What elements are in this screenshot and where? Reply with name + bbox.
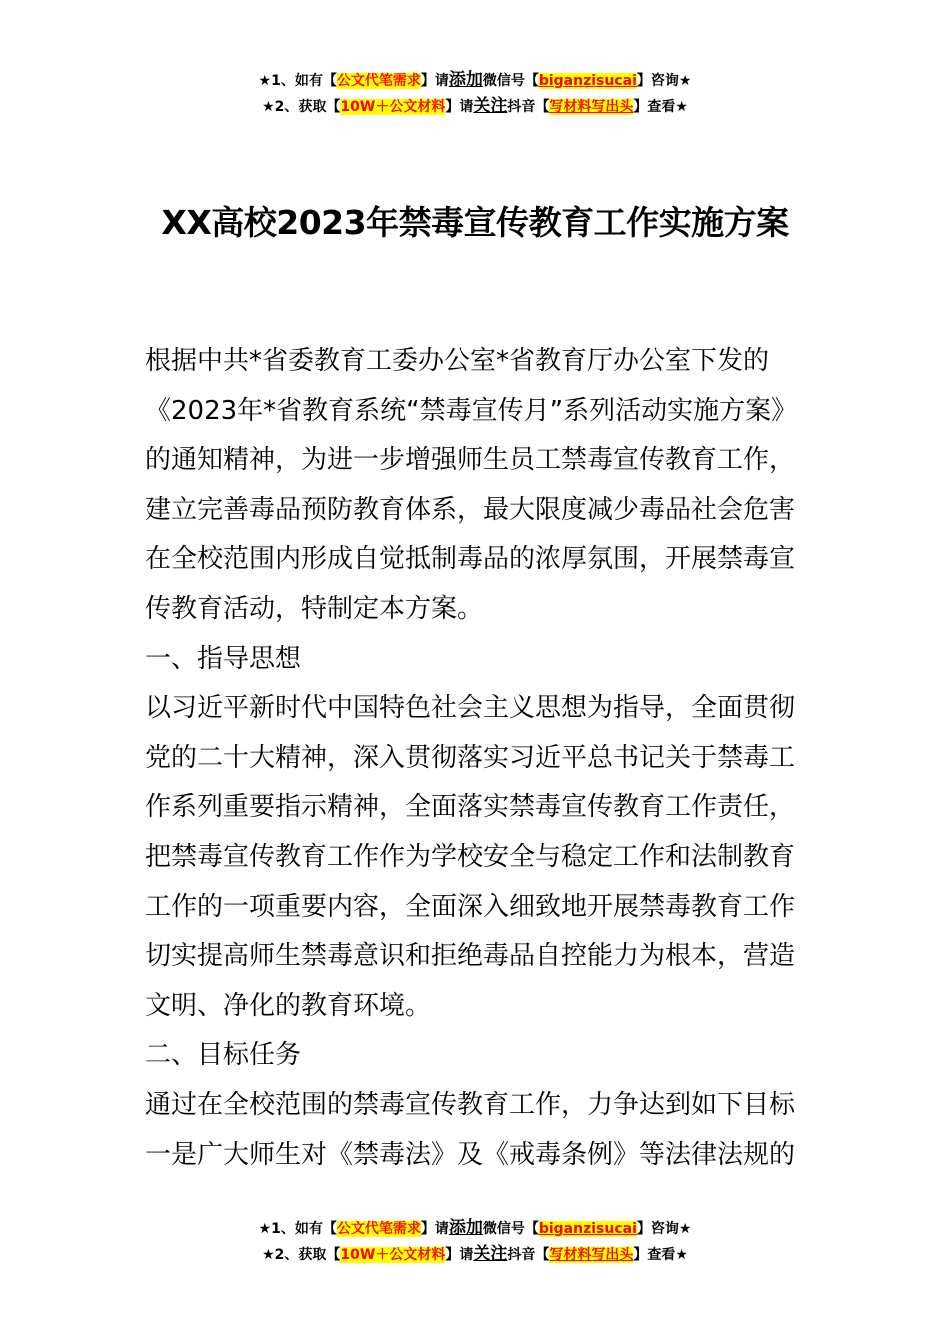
footer-line-1-mid1: 】请 [420,1221,449,1237]
body-line: 建立完善毒品预防教育体系，最大限度减少毒品社会危害 [145,494,796,525]
document-title: XX高校2023年禁毒宣传教育工作实施方案 [161,203,789,242]
footer-line-2-prefix: ★2、获取【 [262,1247,341,1263]
banner-line-1-bold-word: 添加 [448,70,483,90]
body-line: 一是广大师生对《禁毒法》及《戒毒条例》等法律法规的 [145,1139,796,1170]
body-line: 工作的一项重要内容，全面深入细致地开展禁毒教育工作 [145,891,796,922]
footer-banner-line-2 [0,1242,950,1268]
footer-douyin-account[interactable]: 写材料写出头 [549,1247,634,1263]
footer-line-2-mid2: 抖音【 [507,1247,550,1263]
footer-line-2-bold-word: 关注 [473,1244,508,1264]
footer-wechat-id[interactable]: biganzisucai [538,1221,637,1237]
body-line: 切实提高师生禁毒意识和拒绝毒品自控能力为根本，营造 [145,941,796,972]
section-heading-guiding-ideology: 一、指导思想 [145,643,302,674]
body-line: 把禁毒宣传教育工作作为学校安全与稳定工作和法制教育 [145,841,796,872]
footer-line-2-suffix: 】查看★ [633,1247,688,1263]
header-banner [0,68,950,120]
footer-line-1-suffix: 】咨询★ [636,1221,692,1237]
body-line: 文明、净化的教育环境。 [145,990,432,1021]
footer-line-1-prefix: ★1、如有【 [258,1221,337,1237]
footer-highlight-materials: 10W＋公文材料 [340,1247,446,1263]
banner-line-2-mid2: 抖音【 [507,99,550,115]
footer-line-1-mid2: 微信号【 [482,1221,539,1237]
body-line: 在全校范围内形成自觉抵制毒品的浓厚氛围，开展禁毒宣 [145,544,796,575]
banner-douyin-account[interactable]: 写材料写出头 [549,99,634,115]
banner-highlight-ghostwriting: 公文代笔需求 [336,73,421,89]
banner-line-2-suffix: 】查看★ [633,99,688,115]
banner-line-1 [0,68,950,94]
footer-highlight-ghostwriting: 公文代笔需求 [336,1221,421,1237]
banner-line-2-prefix: ★2、获取【 [262,99,341,115]
banner-line-1-mid2: 微信号【 [482,73,539,89]
banner-line-1-mid1: 】请 [420,73,449,89]
footer-banner [0,1216,950,1268]
footer-banner-line-1 [0,1216,950,1242]
body-line: 传教育活动，特制定本方案。 [145,593,484,624]
banner-highlight-materials: 10W＋公文材料 [340,99,446,115]
banner-wechat-id[interactable]: biganzisucai [538,73,637,89]
banner-line-1-suffix: 】咨询★ [636,73,692,89]
body-line: 根据中共*省委教育工委办公室*省教育厅办公室下发的 [145,346,770,376]
body-line: 以习近平新时代中国特色社会主义思想为指导，全面贯彻 [145,693,796,724]
section-heading-goals: 二、目标任务 [145,1040,302,1071]
document-body [145,337,810,1180]
footer-line-2-mid1: 】请 [445,1247,474,1263]
banner-line-2 [0,94,950,120]
banner-line-2-bold-word: 关注 [473,96,508,116]
footer-line-1-bold-word: 添加 [448,1218,483,1238]
body-line: 作系列重要指示精神，全面落实禁毒宣传教育工作责任， [145,792,796,823]
body-line: 党的二十大精神，深入贯彻落实习近平总书记关于禁毒工 [145,742,796,773]
body-line: 通过在全校范围的禁毒宣传教育工作，力争达到如下目标 [145,1089,796,1120]
body-line: 《2023年*省教育系统“禁毒宣传月”系列活动实施方案》 [145,395,798,426]
banner-line-1-prefix: ★1、如有【 [258,73,337,89]
body-line: 的通知精神，为进一步增强师生员工禁毒宣传教育工作， [145,445,796,476]
banner-line-2-mid1: 】请 [445,99,474,115]
